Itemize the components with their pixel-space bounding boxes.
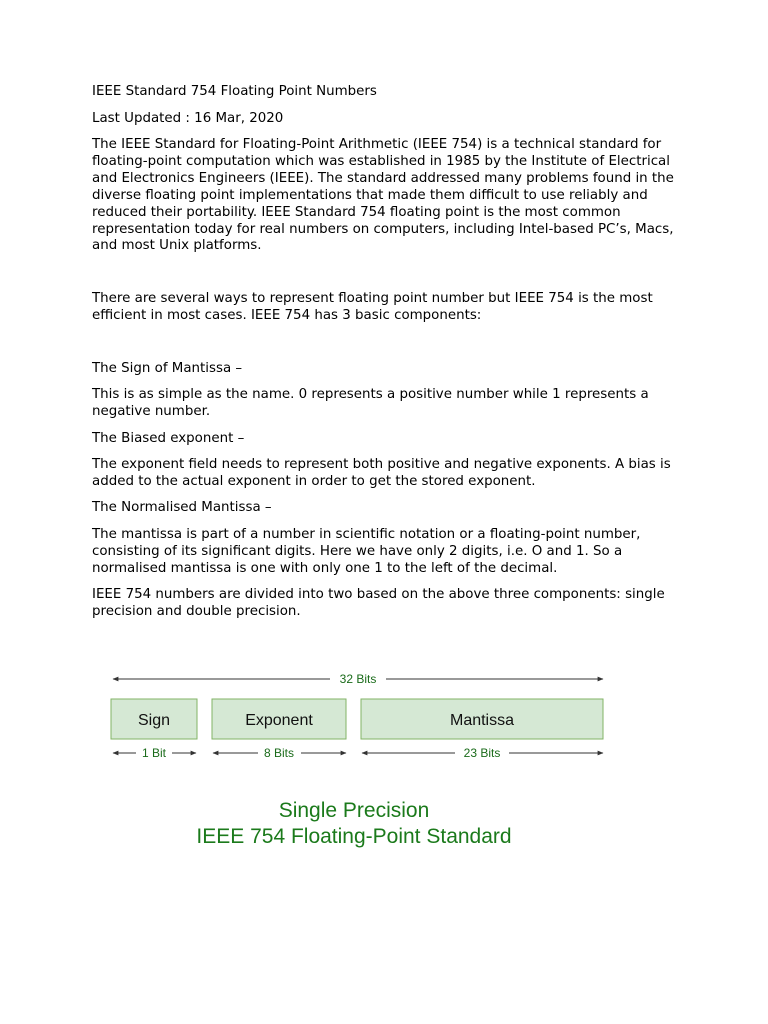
mantissa-heading: The Normalised Mantissa – — [92, 500, 272, 515]
mantissa-box-label: Mantissa — [449, 712, 515, 729]
last-updated: Last Updated : 16 Mar, 2020 — [92, 111, 284, 126]
sign-box-label: Sign — [137, 712, 171, 729]
sign-heading: The Sign of Mantissa – — [92, 361, 243, 376]
ways-paragraph: There are several ways to represent floating point number but IEEE 754 is the most efficient in most cases. IEEE 754 has 3 basic components: — [92, 291, 653, 323]
document-title: IEEE Standard 754 Floating Point Numbers — [92, 84, 377, 99]
sign-bits-label: 1 Bit — [141, 746, 167, 760]
exponent-box-label: Exponent — [245, 712, 313, 729]
sign-paragraph: This is as simple as the name. 0 represents a positive number while 1 represents a negative number. — [92, 387, 649, 419]
exponent-bits-label: 8 Bits — [263, 746, 295, 760]
mantissa-bits-label: 23 Bits — [463, 746, 501, 760]
exponent-heading: The Biased exponent – — [92, 431, 245, 446]
figure-caption-line1: Single Precision — [278, 799, 430, 822]
intro-paragraph: The IEEE Standard for Floating-Point Arithmetic (IEEE 754) is a technical standard for floating-point computation which was established in 1985 by the Institute of Electrical and Electronics Engineers (IEEE). The standard addressed many problems found in the diverse floating point implementations that made them difficult to use reliably and reduced their portability. IEEE Standard 754 floating point is the most common representation today for real numbers on computers, including Intel-based PC’s, Macs, and most Unix platforms. — [92, 137, 674, 254]
total-bits-label: 32 Bits — [339, 672, 377, 686]
figure-caption-line2: IEEE 754 Floating-Point Standard — [196, 825, 512, 848]
exponent-paragraph: The exponent field needs to represent both positive and negative exponents. A bias is added to the actual exponent in order to get the stored exponent. — [92, 457, 671, 489]
divided-paragraph: IEEE 754 numbers are divided into two based on the above three components: single precision and double precision. — [92, 587, 665, 619]
mantissa-paragraph: The mantissa is part of a number in scientific notation or a floating-point number, consisting of its significant digits. Here we have only 2 digits, i.e. O and 1. So a normalised mantissa is one with only one 1 to the left of the decimal. — [92, 527, 641, 576]
